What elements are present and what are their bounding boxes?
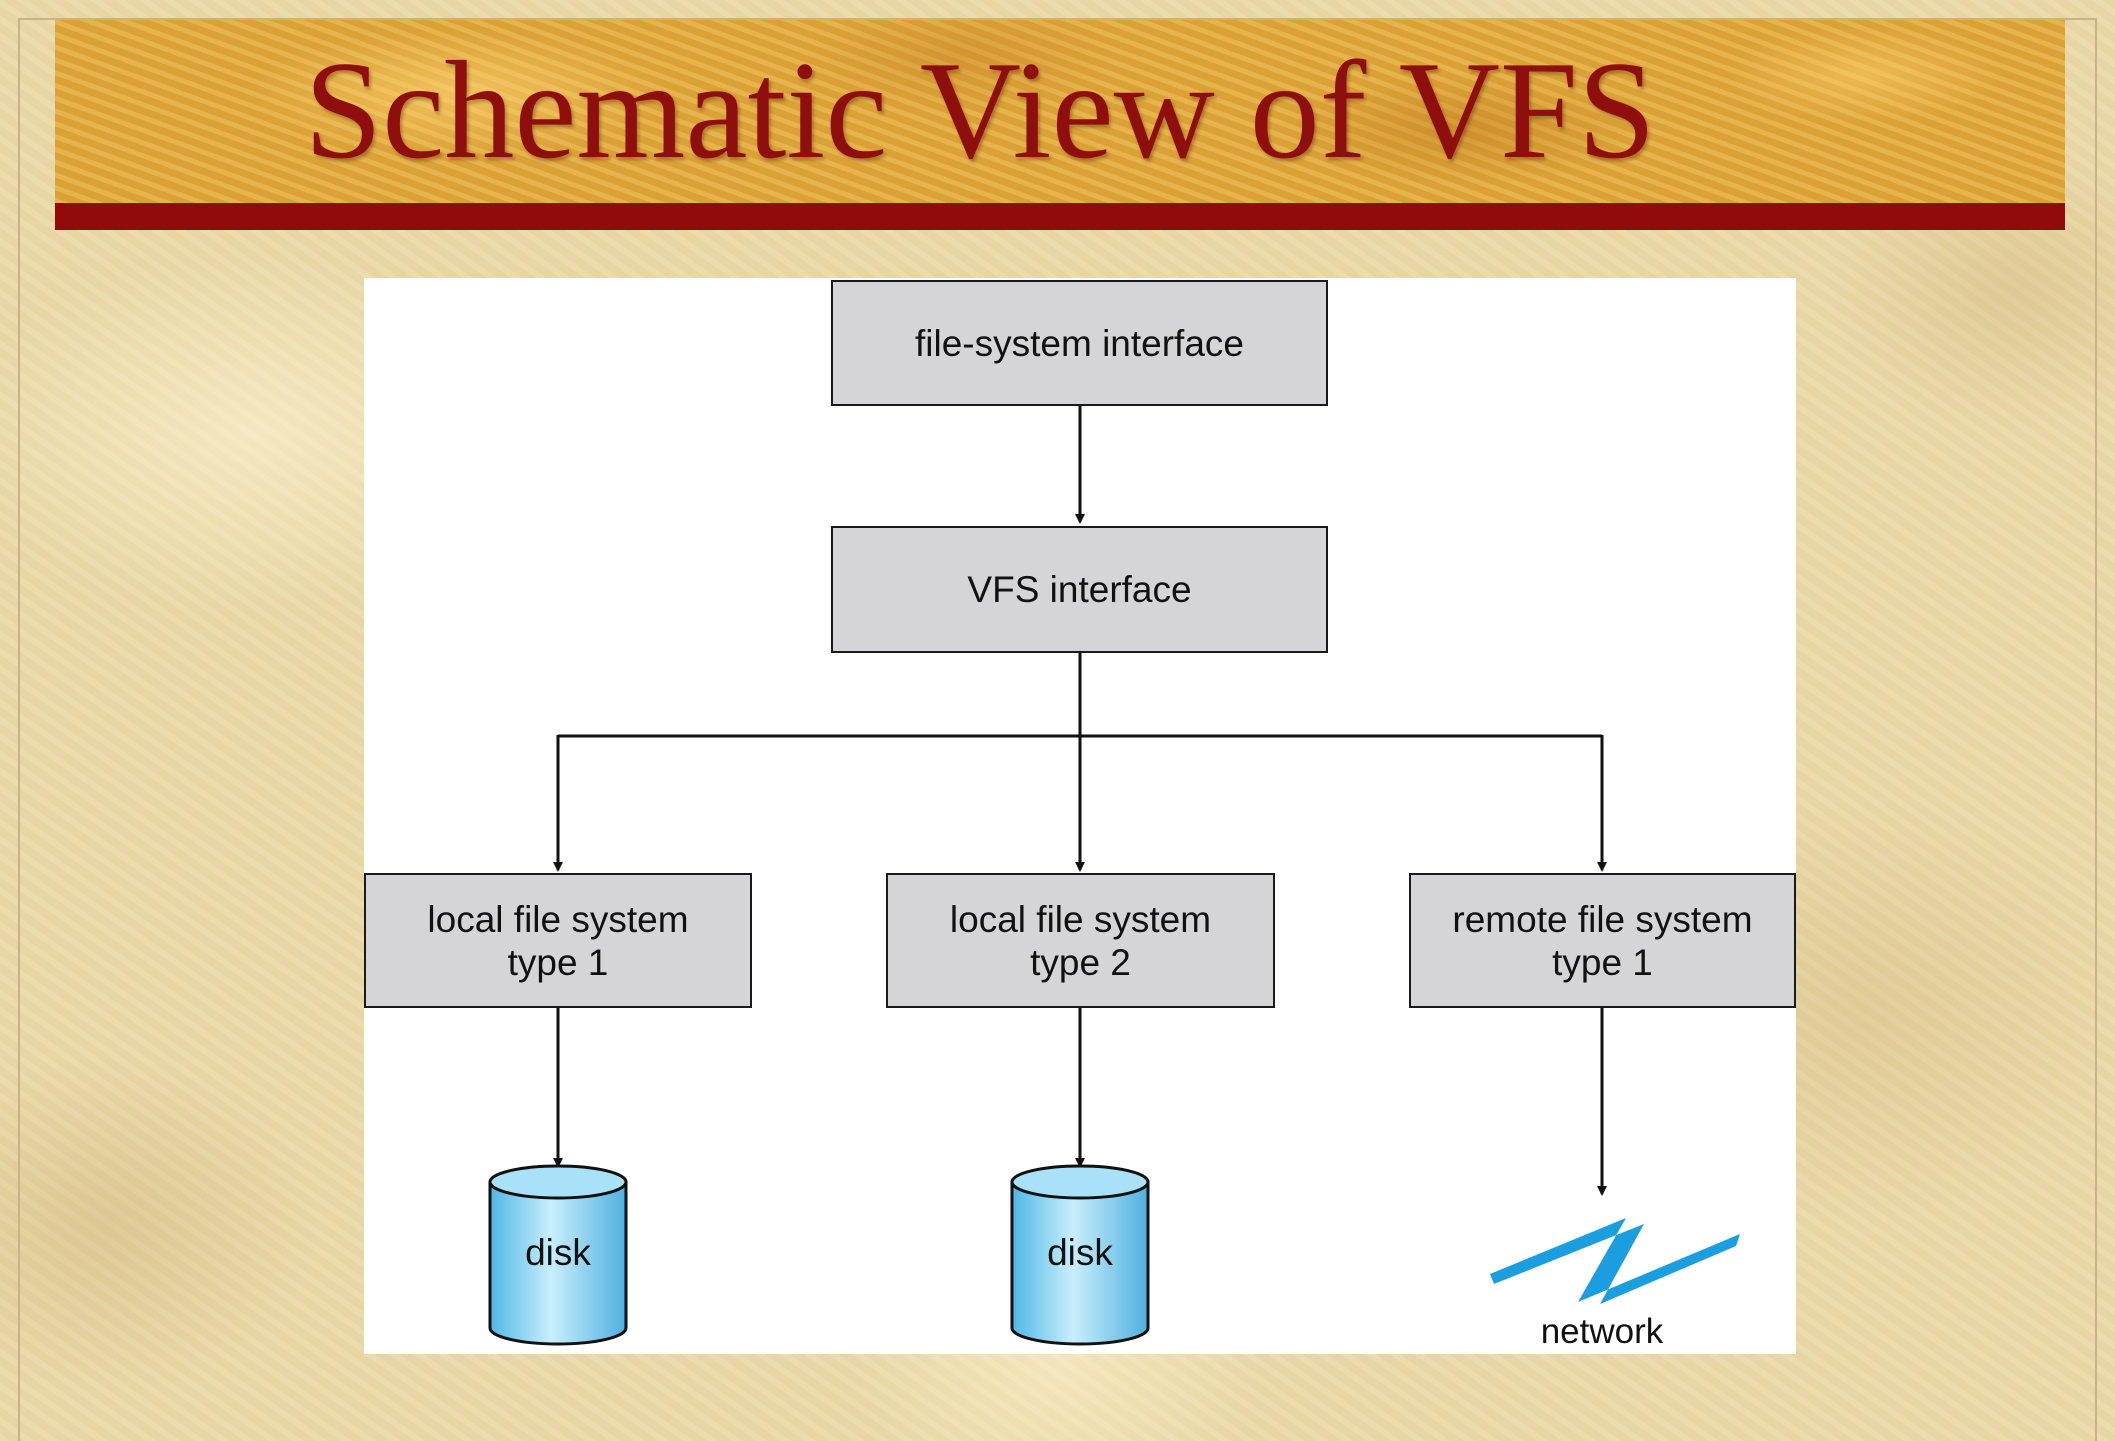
- remote-fs-type1-line2: type 1: [1552, 941, 1653, 983]
- local-fs-type2-box: [886, 873, 1275, 1008]
- disk-2-label: disk: [1047, 1232, 1113, 1273]
- remote-fs-type1-line1: remote file system: [1452, 898, 1753, 940]
- local-fs-type1-box: [364, 873, 752, 1008]
- vfs-diagram: [364, 278, 1796, 1354]
- vfs-interface-label: VFS interface: [967, 569, 1192, 610]
- title-underline-bar: [55, 203, 2065, 230]
- file-system-interface-label: file-system interface: [915, 322, 1244, 364]
- disk-1-label: disk: [525, 1232, 591, 1273]
- local-fs-type2-line2: type 2: [1030, 941, 1131, 983]
- local-fs-type2-line1: local file system: [949, 898, 1212, 940]
- vfs-interface-box: [831, 526, 1328, 653]
- network-bolt-icon: [1490, 1218, 1740, 1304]
- slide-frame-right: [2095, 18, 2097, 1441]
- network-label: network: [1540, 1312, 1664, 1351]
- slide-frame-left: [18, 18, 20, 1441]
- remote-fs-type1-box: [1409, 873, 1796, 1008]
- local-fs-type1-line1: local file system: [427, 898, 689, 940]
- local-fs-type1-line2: type 1: [507, 941, 609, 983]
- slide-title: Schematic View of VFS: [304, 33, 1656, 188]
- file-system-interface-box: [831, 280, 1328, 406]
- diagram-connectors: [364, 278, 1796, 1354]
